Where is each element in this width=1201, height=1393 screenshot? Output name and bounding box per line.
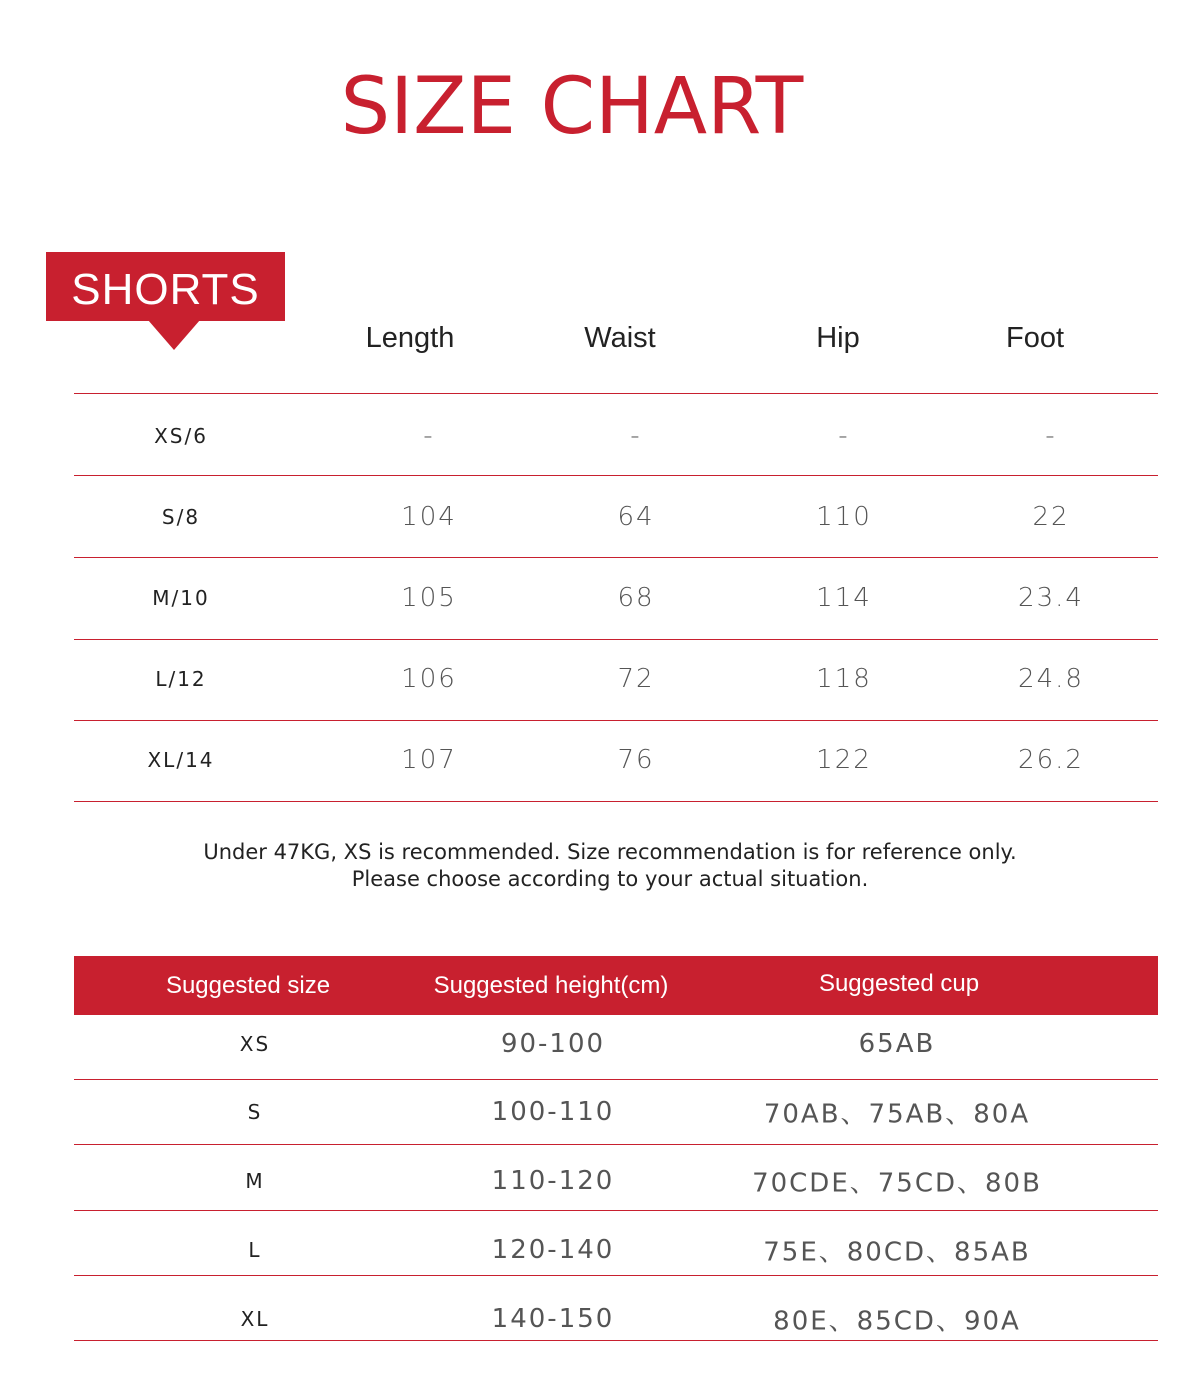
suggest-row-cup: 70CDE、75CD、80B — [752, 1168, 1042, 1199]
recommendation-note-line2: Please choose according to your actual situation. — [351, 867, 869, 891]
page-title: SIZE CHART — [340, 62, 804, 152]
table-divider — [74, 393, 1158, 394]
table-divider — [74, 720, 1158, 721]
cell-length: - — [423, 421, 435, 451]
suggest-row-cup: 80E、85CD、90A — [773, 1306, 1021, 1337]
column-header-suggested-height: Suggested height(cm) — [433, 972, 669, 999]
cell-length: 104 — [401, 502, 457, 532]
cell-foot: 26.2 — [1018, 745, 1084, 775]
column-header-waist: Waist — [584, 322, 656, 354]
column-header-length: Length — [365, 322, 455, 354]
cell-waist: 64 — [617, 502, 655, 532]
suggest-row-height: 110-120 — [491, 1166, 615, 1196]
column-header-hip: Hip — [816, 322, 860, 354]
row-size-label: L/12 — [155, 667, 207, 691]
suggest-row-size: XL — [240, 1307, 270, 1331]
cell-hip: 122 — [816, 745, 872, 775]
cell-waist: 68 — [617, 583, 655, 613]
table-divider — [74, 1340, 1158, 1341]
column-header-suggested-size: Suggested size — [165, 972, 331, 999]
table-divider — [74, 1275, 1158, 1276]
cell-foot: 22 — [1032, 502, 1070, 532]
suggest-row-height: 120-140 — [491, 1235, 615, 1265]
row-size-label: XS/6 — [154, 424, 208, 448]
cell-length: 107 — [401, 745, 457, 775]
suggest-row-size: M — [245, 1169, 265, 1193]
table-divider — [74, 639, 1158, 640]
suggest-row-cup: 65AB — [858, 1029, 936, 1059]
cell-hip: 114 — [816, 583, 872, 613]
cell-length: 106 — [401, 664, 457, 694]
cell-hip: 110 — [816, 502, 872, 532]
row-size-label: XL/14 — [147, 748, 215, 772]
shorts-badge: SHORTS — [46, 252, 285, 321]
cell-waist: 76 — [617, 745, 655, 775]
suggest-row-size: XS — [239, 1032, 271, 1056]
cell-waist: 72 — [617, 664, 655, 694]
table-divider — [74, 475, 1158, 476]
cell-foot: 24.8 — [1018, 664, 1084, 694]
table-divider — [74, 1210, 1158, 1211]
suggest-row-height: 90-100 — [500, 1029, 606, 1059]
cell-length: 105 — [401, 583, 457, 613]
table-divider — [74, 1079, 1158, 1080]
cell-foot: 23.4 — [1018, 583, 1084, 613]
cell-hip: - — [838, 421, 850, 451]
row-size-label: S/8 — [161, 505, 201, 529]
suggest-row-size: L — [248, 1238, 262, 1262]
table-divider — [74, 557, 1158, 558]
cell-foot: - — [1045, 421, 1057, 451]
cell-hip: 118 — [816, 664, 872, 694]
recommendation-note-line1: Under 47KG, XS is recommended. Size recommendation is for reference only. — [203, 840, 1017, 864]
table-divider — [74, 801, 1158, 802]
column-header-foot: Foot — [1005, 322, 1065, 354]
suggest-row-cup: 70AB、75AB、80A — [763, 1099, 1031, 1130]
table-divider — [74, 1144, 1158, 1145]
column-header-suggested-cup: Suggested cup — [818, 970, 980, 997]
cell-waist: - — [630, 421, 642, 451]
suggest-row-height: 140-150 — [491, 1304, 615, 1334]
suggest-row-size: S — [247, 1100, 263, 1124]
row-size-label: M/10 — [152, 586, 210, 610]
shorts-badge-pointer — [148, 320, 200, 350]
suggest-row-height: 100-110 — [491, 1097, 615, 1127]
suggest-row-cup: 75E、80CD、85AB — [763, 1237, 1031, 1268]
